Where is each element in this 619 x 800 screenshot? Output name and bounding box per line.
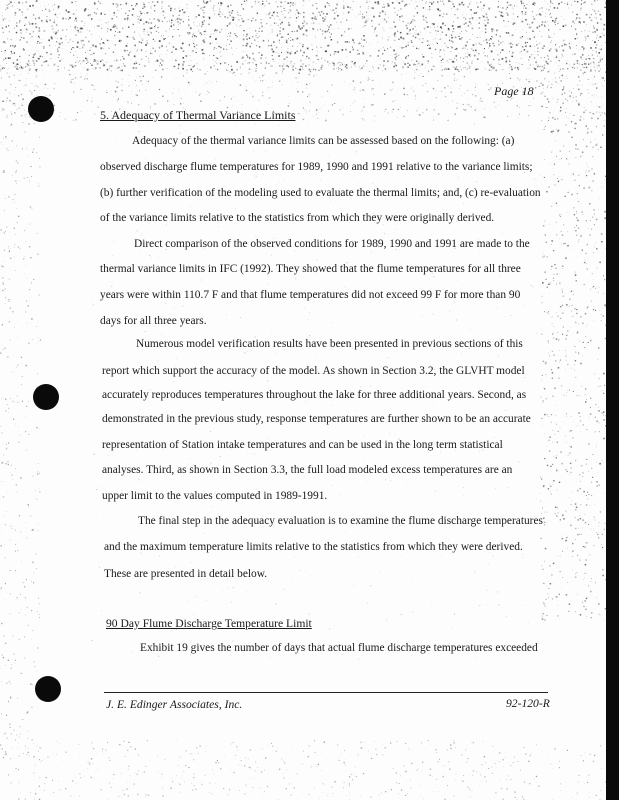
paragraph-3-line-7: upper limit to the values computed in 1989-1991. xyxy=(102,490,328,502)
footer-company: J. E. Edinger Associates, Inc. xyxy=(106,698,243,711)
paragraph-2-line-3: years were within 110.7 F and that flume temperatures did not exceed 99 F for more than 90 xyxy=(100,289,521,301)
paragraph-2-line-4: days for all three years. xyxy=(100,315,207,327)
paragraph-1-line-3: (b) further verification of the modeling used to evaluate the thermal limits; and, (c) re-evaluation xyxy=(100,187,541,199)
paragraph-4-line-3: These are presented in detail below. xyxy=(104,568,268,580)
footer-rule xyxy=(104,692,548,693)
paragraph-3-line-4: demonstrated in the previous study, response temperatures are further shown to be an accurate xyxy=(102,413,531,425)
paragraph-1-line-1: Adequacy of the thermal variance limits can be assessed based on the following: (a) xyxy=(132,135,515,147)
paragraph-3-line-5: representation of Station intake temperatures and can be used in the long term statistical xyxy=(102,439,503,451)
page-number: Page 18 xyxy=(494,84,534,98)
paragraph-1-line-2: observed discharge flume temperatures for 1989, 1990 and 1991 relative to the variance limits; xyxy=(100,161,533,173)
paragraph-3-line-1: Numerous model verification results have been presented in previous sections of this xyxy=(136,338,523,350)
paragraph-3-line-6: analyses. Third, as shown in Section 3.3, the full load modeled excess temperatures are an xyxy=(102,464,513,476)
paragraph-3-line-2: report which support the accuracy of the model. As shown in Section 3.2, the GLVHT model xyxy=(102,365,525,377)
binder-hole-top xyxy=(28,96,54,122)
subsection-first-line: Exhibit 19 gives the number of days that actual flume discharge temperatures exceeded xyxy=(140,642,538,654)
section-heading: 5. Adequacy of Thermal Variance Limits xyxy=(100,108,296,122)
binder-hole-middle xyxy=(33,384,59,410)
binder-hole-bottom xyxy=(35,676,61,702)
paragraph-4-line-2: and the maximum temperature limits relative to the statistics from which they were derived. xyxy=(104,541,523,553)
subsection-heading: 90 Day Flume Discharge Temperature Limit xyxy=(106,617,312,630)
paragraph-4-line-1: The final step in the adequacy evaluation is to examine the flume discharge temperatures xyxy=(138,515,543,527)
paragraph-2-line-2: thermal variance limits in IFC (1992). They showed that the flume temperatures for all three xyxy=(100,263,521,275)
paragraph-2-line-1: Direct comparison of the observed conditions for 1989, 1990 and 1991 are made to the xyxy=(134,238,530,250)
paragraph-3-line-3: accurately reproduces temperatures throughout the lake for three additional years. Second, as xyxy=(102,389,527,401)
paragraph-1-line-4: of the variance limits relative to the statistics from which they were originally derived. xyxy=(100,212,495,224)
footer-document-number: 92-120-R xyxy=(506,697,550,710)
